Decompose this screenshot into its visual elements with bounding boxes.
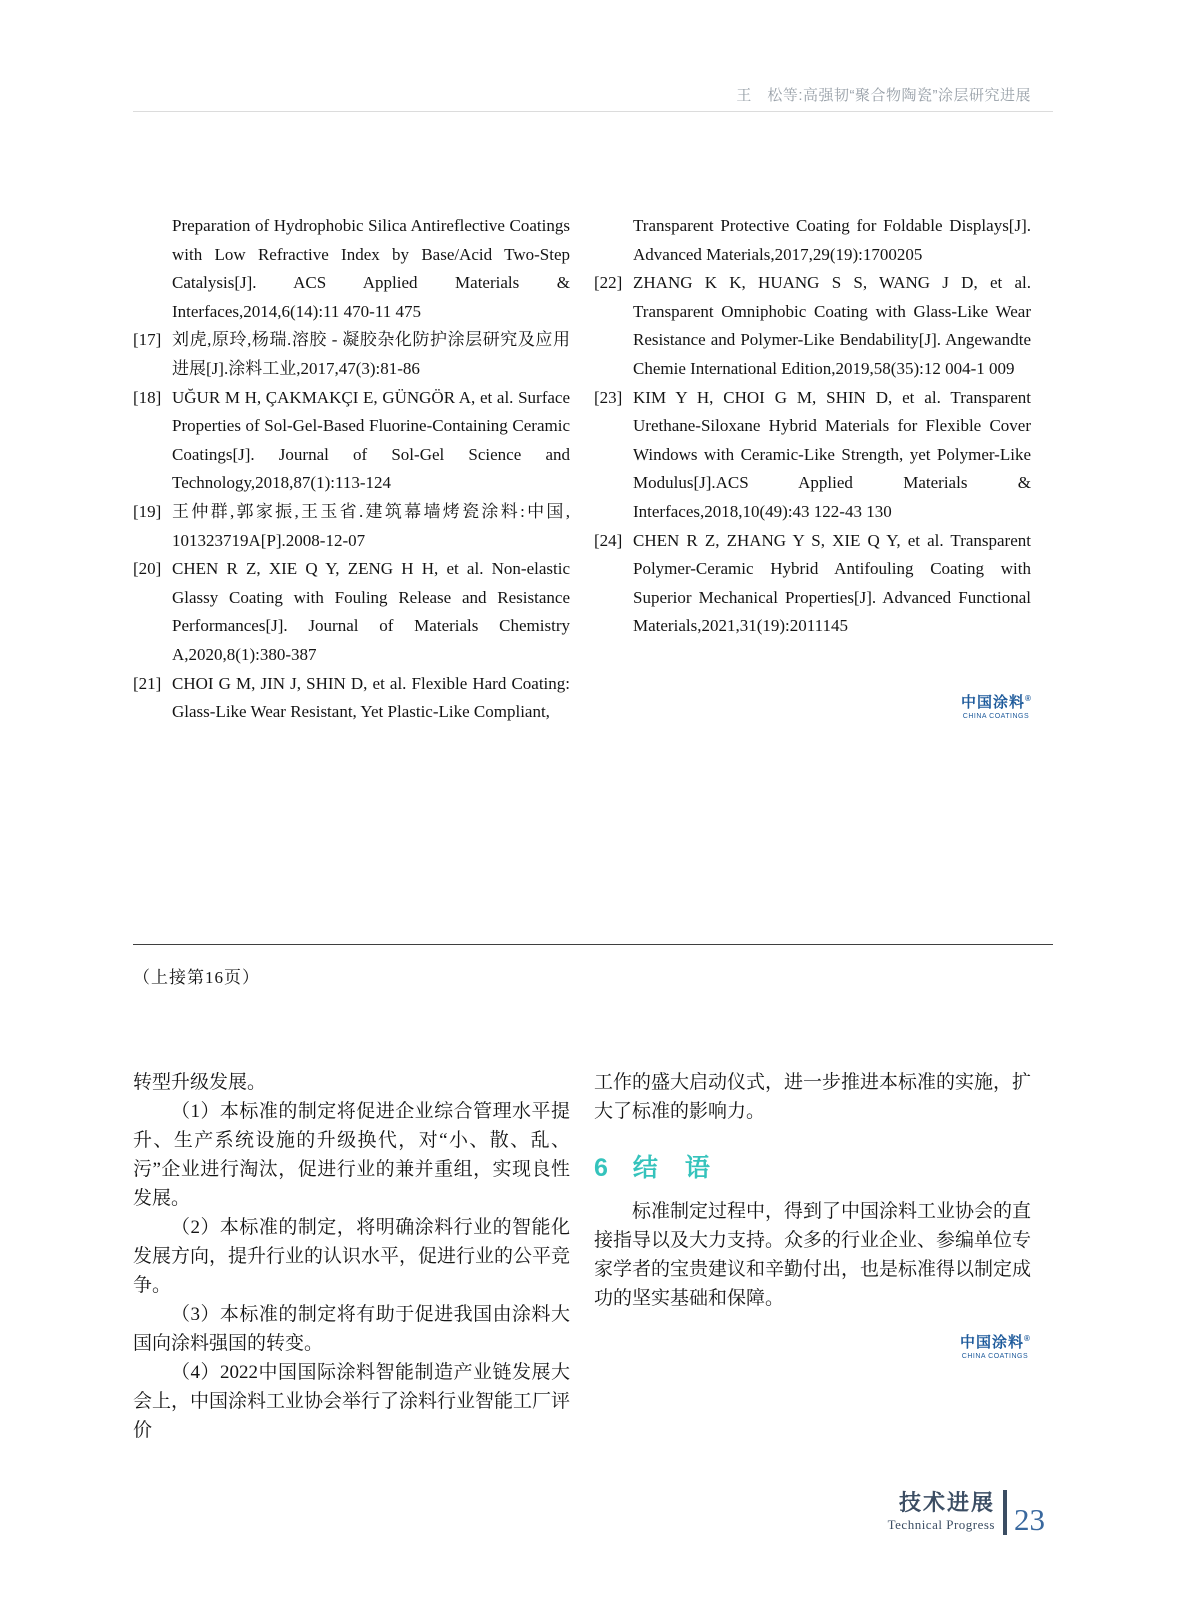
section-heading (594, 1148, 1031, 1184)
section-title: 结 语 (632, 1154, 711, 1182)
registered-mark-icon: ® (1024, 1334, 1030, 1343)
china-coatings-logo (960, 691, 1032, 720)
paragraph: （4）2022中国国际涂料智能制造产业链发展大会上，中国涂料工业协会举行了涂料行业智能工厂评价 (133, 1362, 571, 1441)
page-footer (888, 1490, 1045, 1535)
reference-number: [23] (594, 387, 623, 407)
footer-section-cn: 技术进展 (898, 1490, 995, 1515)
reference-text: UĞUR M H, ÇAKMAKÇI E, GÜNGÖR A, et al. Surface Properties of Sol-Gel-Based Fluorine-Containing Ceramic Coatings[J]. Journal of Sol-Gel Science and Technology,2018,87(1):113-124 (172, 387, 570, 493)
reference-number: [24] (594, 530, 623, 550)
section-number: 6 (594, 1154, 609, 1182)
reference-entry (133, 555, 570, 669)
reference-number: [17] (133, 330, 162, 350)
page-number: 23 (1014, 1502, 1045, 1537)
paragraph: 工作的盛大启动仪式，进一步推进本标准的实施，扩大了标准的影响力。 (594, 1072, 1032, 1122)
references-section (133, 212, 1031, 727)
paragraph: （3）本标准的制定将有助于促进我国由涂料大国向涂料强国的转变。 (133, 1304, 570, 1354)
reference-entry (133, 670, 570, 727)
paragraph: 转型升级发展。 (133, 1072, 267, 1093)
logo-name: 中国涂料 (961, 694, 1026, 711)
reference-text: Transparent Protective Coating for Foldable Displays[J]. Advanced Materials,2017,29(19):1700205 (633, 216, 1031, 264)
reference-text: 王仲群,郭家振,王玉省.建筑幕墙烤瓷涂料:中国, 101323719A[P].2008-12-07 (172, 501, 570, 550)
registered-mark-icon: ® (1025, 694, 1031, 703)
china-coatings-logo (959, 1331, 1031, 1360)
reference-text: ZHANG K K, HUANG S S, WANG J D, et al. Transparent Omniphobic Coating with Glass-Like Wear Resistance and Polymer-Like Bendability[J]. Angewandte Chemie International Edition,2019,58(35):12 004-1 009 (633, 273, 1031, 378)
reference-number: [21] (133, 673, 162, 693)
reference-number: [22] (594, 273, 623, 293)
reference-entry (133, 384, 570, 498)
article-divider (133, 944, 1053, 945)
reference-entry (133, 212, 570, 326)
reference-text: 刘虎,原玲,杨瑞.溶胶 - 凝胶杂化防护涂层研究及应用进展[J].涂料工业,2017,47(3):81-86 (172, 330, 570, 378)
reference-number: [20] (133, 559, 162, 579)
logo-subtitle: CHINA COATINGS (961, 1353, 1029, 1360)
continuation-note: （上接第16页） (133, 968, 260, 987)
references-right-column (594, 212, 1031, 727)
reference-text: CHEN R Z, XIE Q Y, ZENG H H, et al. Non-elastic Glassy Coating with Fouling Release and Resistance Performances[J]. Journal of Materials Chemistry A,2020,8(1):380-387 (172, 559, 570, 664)
reference-entry (594, 384, 1031, 527)
reference-entry (594, 212, 1031, 269)
paragraph: （2）本标准的制定，将明确涂料行业的智能化发展方向，提升行业的认识水平，促进行业的公平竞争。 (133, 1217, 571, 1296)
body-left-column (133, 1068, 570, 1445)
paragraph: （1）本标准的制定将促进企业综合管理水平提升、生产系统设施的升级换代，对“小、散、乱、污”企业进行淘汰，促进行业的兼并重组，实现良性发展。 (133, 1101, 570, 1209)
logo-wrapper (594, 1331, 1031, 1363)
footer-section-en: Technical Progress (887, 1517, 995, 1532)
reference-text: KIM Y H, CHOI G M, SHIN D, et al. Transparent Urethane-Siloxane Hybrid Materials for Flexible Cover Windows with Ceramic-Like Strength, yet Polymer-Like Modulus[J].ACS Applied Materials & Interfaces,2018,10(49):43 122-43 130 (633, 387, 1031, 521)
references-left-column (133, 212, 570, 727)
reference-number: [18] (133, 387, 162, 407)
logo-name: 中国涂料 (960, 1334, 1025, 1351)
reference-text: CHOI G M, JIN J, SHIN D, et al. Flexible Hard Coating: Glass-Like Wear Resistant, Yet Plastic-Like Compliant, (172, 673, 570, 722)
reference-number: [19] (133, 501, 162, 521)
header-divider (133, 111, 1053, 112)
running-title: 王 松等:高强韧“聚合物陶瓷”涂层研究进展 (736, 87, 1031, 104)
footer-section-labels (888, 1490, 1003, 1535)
reference-entry (594, 527, 1031, 641)
body-right-column (594, 1068, 1031, 1445)
logo-subtitle: CHINA COATINGS (962, 713, 1030, 720)
paragraph: 标准制定过程中，得到了中国涂料工业协会的直接指导以及大力支持。众多的行业企业、参编单位专家学者的宝贵建议和辛勤付出，也是标准得以制定成功的坚实基础和保障。 (594, 1201, 1032, 1309)
logo-wordmark (960, 691, 1032, 712)
reference-entry (133, 498, 570, 555)
reference-text: Preparation of Hydrophobic Silica Antireflective Coatings with Low Refractive Index by Base/Acid Two-Step Catalysis[J]. ACS Applied Materials & Interfaces,2014,6(14):11 470-11 475 (172, 216, 570, 321)
article-body (133, 1068, 1031, 1445)
reference-entry (133, 326, 570, 383)
page-header (133, 84, 1053, 112)
reference-text: CHEN R Z, ZHANG Y S, XIE Q Y, et al. Transparent Polymer-Ceramic Hybrid Antifouling Coating with Superior Mechanical Properties[J]. Advanced Functional Materials,2021,31(19):2011145 (633, 530, 1031, 636)
logo-wordmark (959, 1331, 1031, 1352)
reference-entry (594, 269, 1031, 383)
